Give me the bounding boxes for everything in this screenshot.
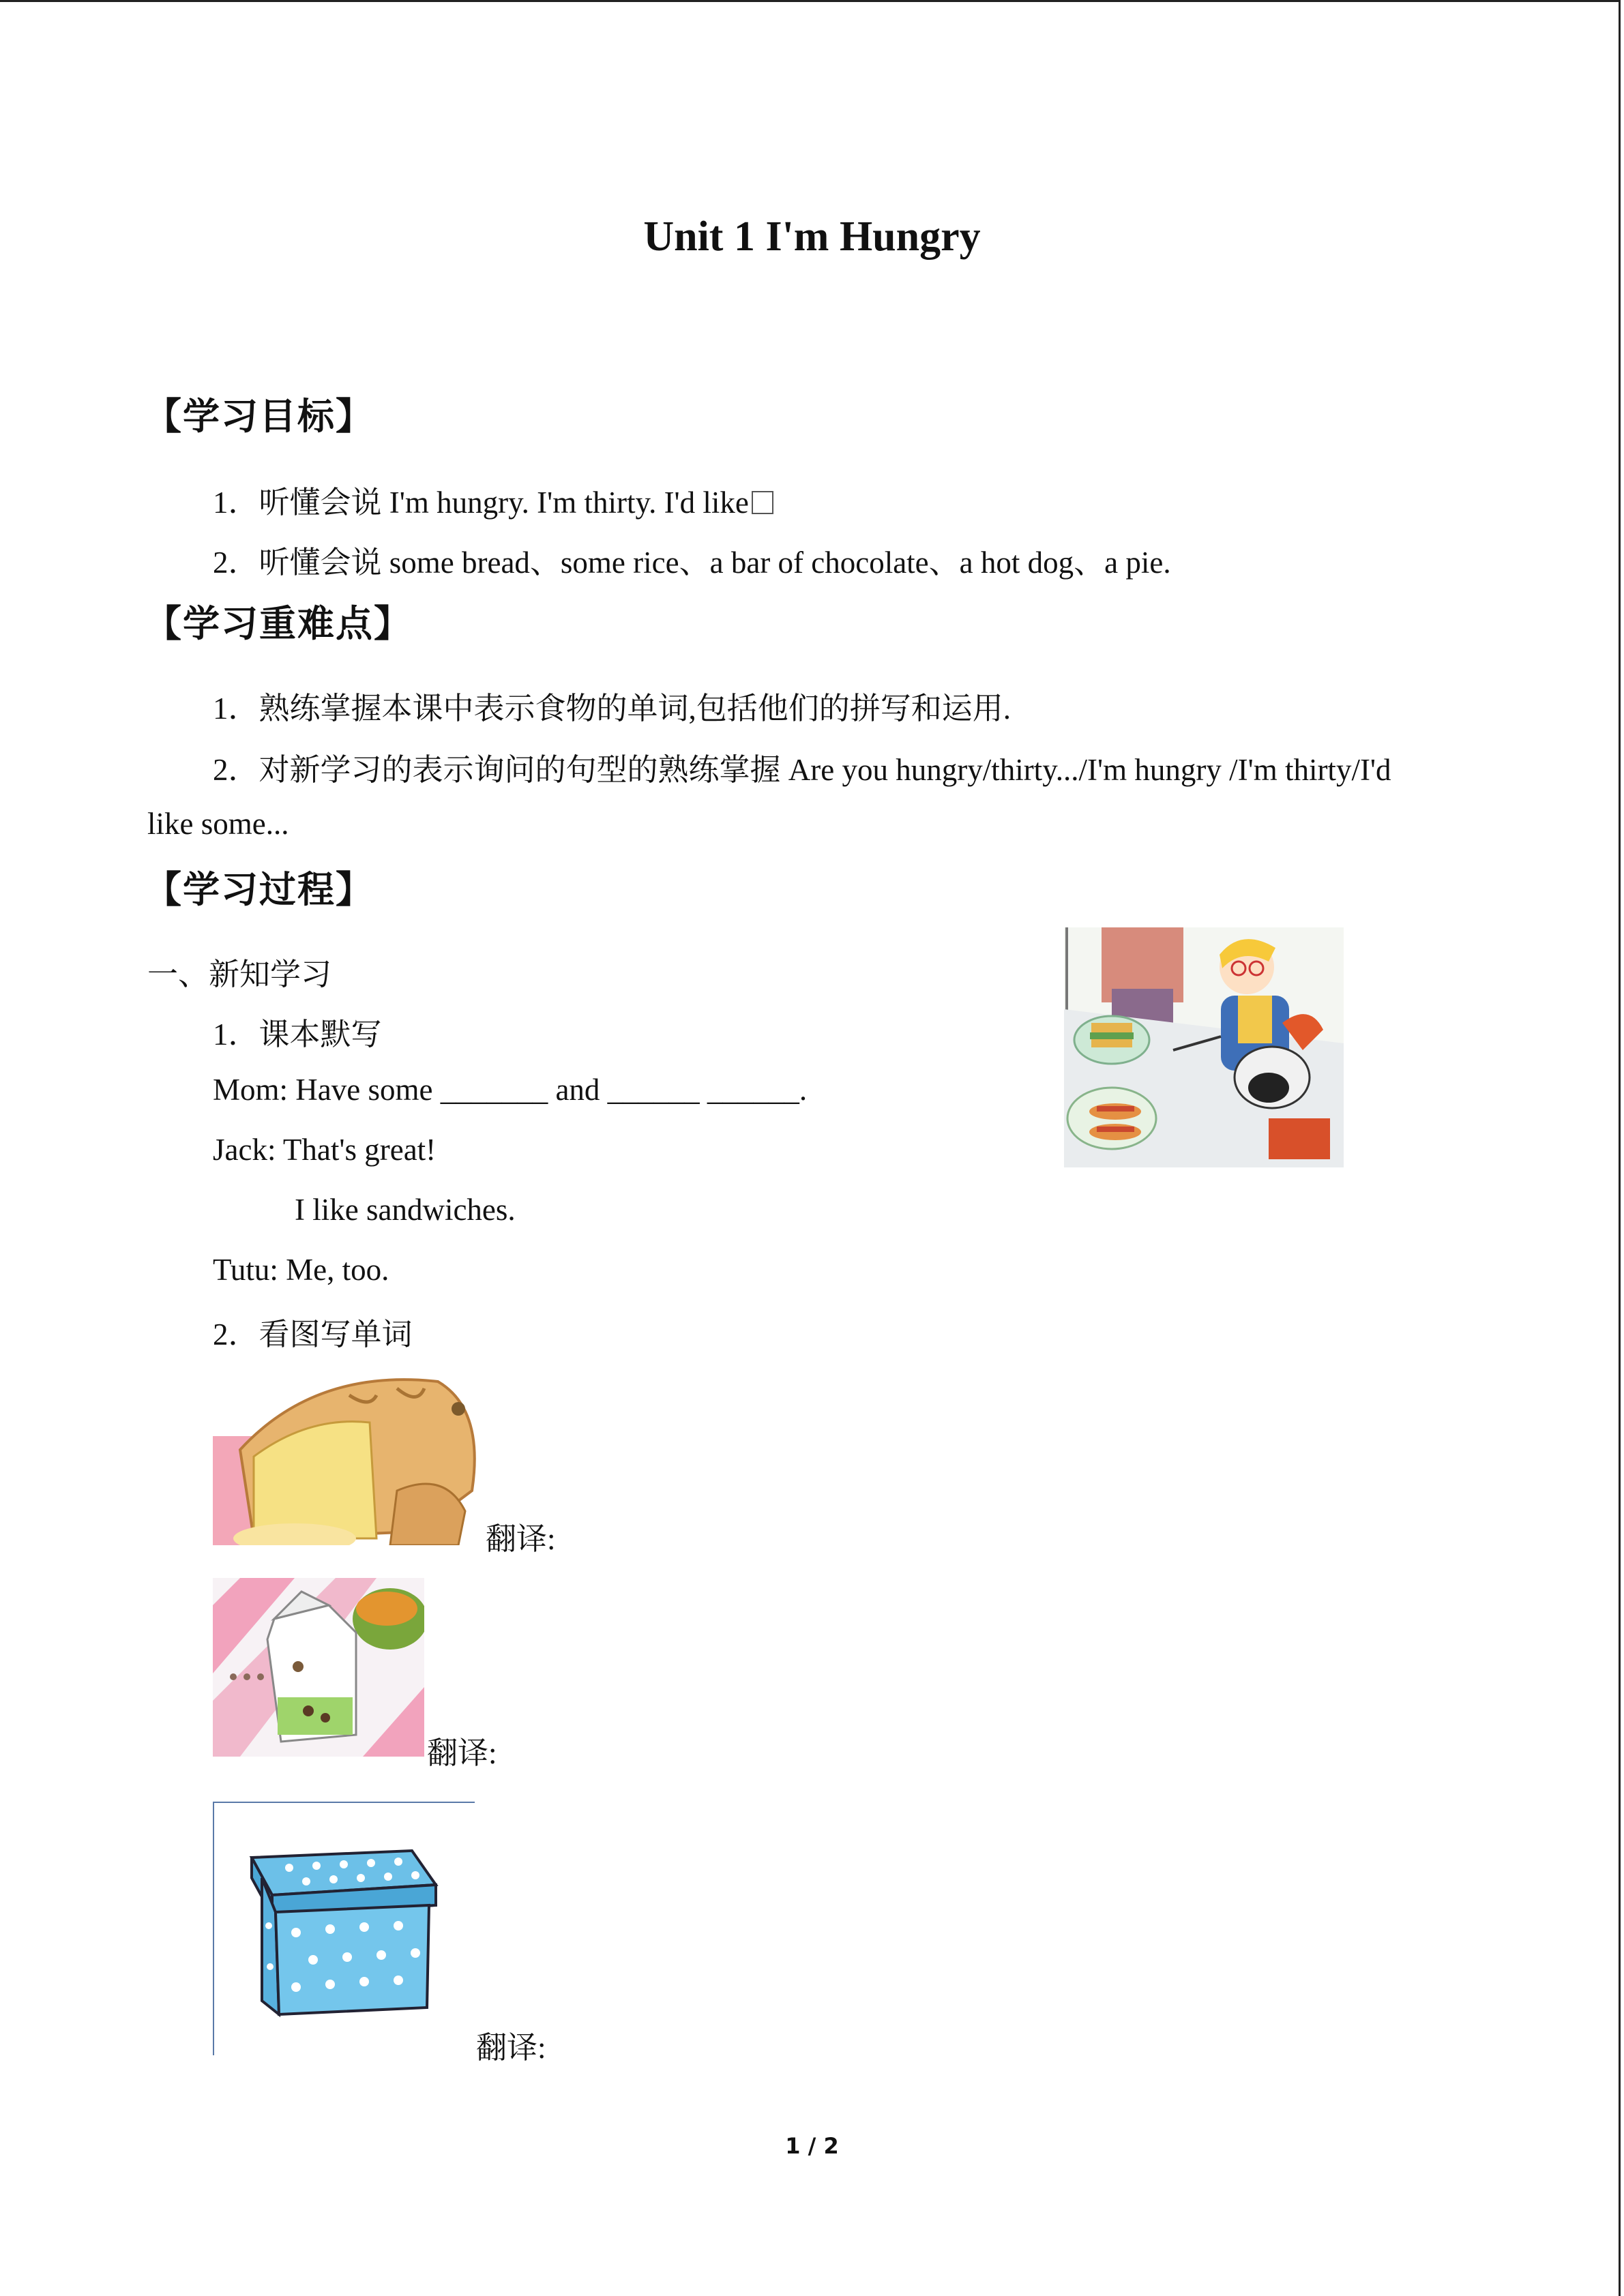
scene-illustration <box>1064 927 1344 1167</box>
key-point-item-2-cont: like some... <box>147 807 289 841</box>
heading-goals: 【学习目标】 <box>145 395 374 438</box>
key-point-item-2: 2．对新学习的表示询问的句型的熟练掌握 Are you hungry/thirty.../I'm hungry /I'm thirty/I'd <box>213 753 1391 787</box>
part-new-learning: 一、新知学习 <box>147 957 332 992</box>
goal-item-2: 2．听懂会说 some bread、some rice、a bar of chocolate、a hot dog、a pie. <box>213 546 1171 580</box>
dialog-line-jack-2: I like sandwiches. <box>295 1193 516 1227</box>
milk-illustration <box>213 1578 424 1757</box>
bread-icon <box>213 1368 484 1545</box>
gift-box-icon <box>214 1803 475 2055</box>
heading-key-points: 【学习重难点】 <box>145 602 412 645</box>
task-picture-words: 2．看图写单词 <box>213 1317 413 1352</box>
task-dictation: 1．课本默写 <box>213 1017 382 1052</box>
page-number: 1 / 2 <box>785 2133 839 2159</box>
heading-process: 【学习过程】 <box>145 868 374 911</box>
dialog-line-tutu: Tutu: Me, too. <box>213 1253 389 1287</box>
bread-illustration <box>213 1368 484 1545</box>
translate-label-bread: 翻译: <box>486 1522 556 1556</box>
key-point-item-1: 1．熟练掌握本课中表示食物的单词,包括他们的拼写和运用. <box>213 691 1012 726</box>
dialog-line-jack: Jack: That's great! <box>213 1133 437 1167</box>
box-illustration <box>213 1802 475 2055</box>
kitchen-scene-icon <box>1064 927 1344 1167</box>
goal-item-1: 1．听懂会说 I'm hungry. I'm thirty. I'd like <box>213 477 773 522</box>
translate-label-box: 翻译: <box>476 2031 546 2065</box>
checkbox-glyph-icon <box>752 491 773 514</box>
translate-label-milk: 翻译: <box>427 1736 497 1770</box>
page-title: Unit 1 I'm Hungry <box>643 213 981 260</box>
milk-carton-icon <box>213 1578 424 1757</box>
dialog-line-mom: Mom: Have some _______ and ______ ______. <box>213 1073 808 1107</box>
